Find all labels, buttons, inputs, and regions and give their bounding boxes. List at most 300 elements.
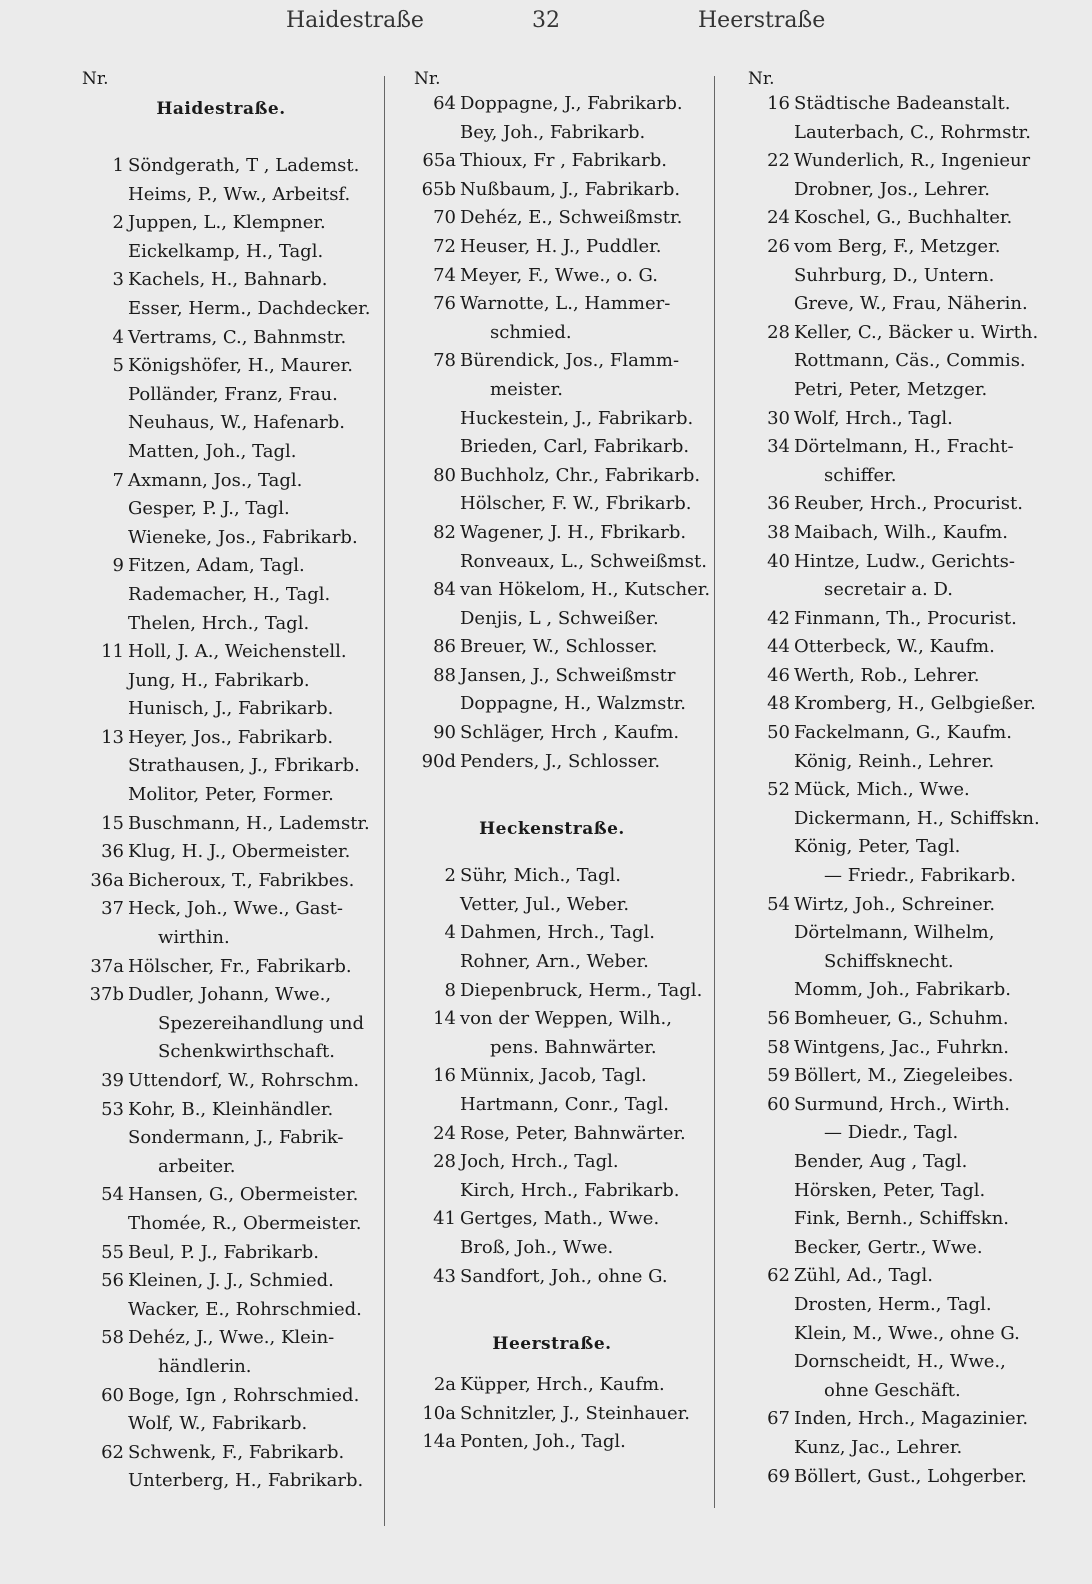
entry-list [726,90,1046,1491]
resident-text: Dahmen, Hrch., Tagl. [460,922,655,944]
resident-text: von der Weppen, Wilh., [460,1008,672,1030]
house-number: 37b [89,984,124,1006]
resident-text: Bender, Aug , Tagl. [794,1150,968,1172]
directory-entry [60,1296,382,1325]
resident-text: Dornscheidt, H., Wwe., [794,1351,1006,1373]
directory-entry [60,238,382,267]
house-number: 82 [433,521,456,543]
directory-entry [726,1262,1046,1291]
resident-text: — Friedr., Fabrikarb. [824,865,1016,887]
directory-entry [392,748,712,777]
resident-text: Sandfort, Joh., ohne G. [460,1265,668,1287]
house-number: 43 [433,1265,456,1287]
house-number: 69 [767,1465,790,1487]
section-title-heerstrasse: Heerstraße. [492,1334,612,1355]
directory-entry [60,1382,382,1411]
directory-entry [392,633,712,662]
resident-text: Dudler, Johann, Wwe., [128,984,332,1006]
house-number: 65b [421,178,456,200]
directory-entry [726,462,1046,491]
directory-entry [60,724,382,753]
house-number: 1 [112,155,124,176]
resident-text: Surmund, Hrch., Wirth. [794,1093,1010,1115]
directory-entry [392,891,712,920]
resident-text: Heims, P., Ww., Arbeitsf. [128,183,351,205]
house-number: 9 [112,555,124,577]
directory-entry [726,748,1046,777]
directory-entry [60,667,382,696]
house-number: 16 [767,93,790,114]
house-number: 52 [767,779,790,801]
resident-text: Wieneke, Jos., Fabrikarb. [128,526,358,548]
house-number: 30 [767,407,790,429]
directory-entry [392,690,712,719]
directory-entry [60,953,382,982]
directory-entry [392,1034,712,1063]
directory-entry [60,838,382,867]
directory-entry [726,1463,1046,1492]
resident-text: Dörtelmann, H., Fracht- [794,436,1014,458]
directory-entry [726,490,1046,519]
resident-text: König, Reinh., Lehrer. [794,750,995,772]
resident-text: Dehéz, E., Schweißmstr. [460,207,683,229]
directory-entry [60,438,382,467]
column-3 [726,68,1046,1491]
house-number: 14a [422,1431,456,1453]
resident-text: Buchholz, Chr., Fabrikarb. [460,464,701,486]
nr-label: Nr. [414,69,441,89]
house-number: 42 [767,607,790,629]
directory-entry [60,1010,382,1039]
house-number: 8 [444,979,456,1001]
house-number: 36 [767,493,790,515]
directory-entry [60,924,382,953]
house-number: 54 [767,893,790,915]
directory-entry [392,319,712,348]
directory-entry [392,147,712,176]
directory-entry [726,805,1046,834]
resident-text: Rose, Peter, Bahnwärter. [460,1122,686,1144]
house-number: 72 [433,235,456,257]
resident-text: König, Peter, Tagl. [794,836,961,858]
directory-entry [60,1096,382,1125]
resident-text: Beul, P. J., Fabrikarb. [128,1241,319,1263]
resident-text: Hölscher, Fr., Fabrikarb. [128,955,352,977]
resident-text: Rademacher, H., Tagl. [128,583,331,605]
directory-entry [726,1005,1046,1034]
resident-text: Neuhaus, W., Hafenarb. [128,412,346,434]
directory-entry [392,1062,712,1091]
resident-text: Warnotte, L., Hammer- [460,293,671,315]
directory-entry [726,1148,1046,1177]
resident-text: Königshöfer, H., Maurer. [128,355,353,377]
spacer [60,126,382,152]
resident-text: Juppen, L., Klempner. [128,212,326,234]
resident-text: Meyer, F., Wwe., o. G. [460,264,658,286]
resident-text: Koschel, G., Buchhalter. [794,207,1013,229]
resident-text: Münnix, Jacob, Tagl. [460,1065,647,1087]
directory-entry [60,1239,382,1268]
house-number: 37a [90,955,124,977]
resident-text: Jansen, J., Schweißmstr [460,664,676,686]
directory-entry [60,1038,382,1067]
resident-text: Mück, Mich., Wwe. [794,779,970,801]
resident-text: Klein, M., Wwe., ohne G. [794,1322,1020,1344]
resident-text: Hunisch, J., Fabrikarb. [128,698,334,720]
resident-text: Bicheroux, T., Fabrikbes. [128,869,355,891]
directory-entry [392,262,712,291]
directory-entry [60,1324,382,1353]
section-title-heckenstrasse: Heckenstraße. [479,819,625,840]
resident-text: Reuber, Hrch., Procurist. [794,493,1023,515]
directory-entry [726,690,1046,719]
resident-text: Küpper, Hrch., Kaufm. [460,1374,665,1396]
directory-entry [60,152,382,181]
resident-text: Böllert, Gust., Lohgerber. [794,1465,1027,1487]
directory-entry [726,233,1046,262]
directory-entry [60,324,382,353]
house-number: 46 [767,664,790,686]
resident-text: Axmann, Jos., Tagl. [128,469,303,491]
directory-entry [392,662,712,691]
header-right-street: Heerstraße [698,8,826,33]
house-number: 38 [767,521,790,543]
directory-entry [726,633,1046,662]
directory-entry [60,495,382,524]
resident-text: Wolf, W., Fabrikarb. [128,1413,308,1435]
resident-text: Polländer, Franz, Frau. [128,383,338,405]
house-number: 16 [433,1065,456,1087]
resident-text: Thioux, Fr , Fabrikarb. [460,150,668,172]
house-number: 67 [767,1408,790,1430]
section-title-haidestrasse: Haidestraße. [156,99,286,119]
directory-entry [726,605,1046,634]
house-number: 14 [433,1008,456,1030]
house-number: 4 [112,326,124,348]
directory-entry [392,462,712,491]
resident-text: Werth, Rob., Lehrer. [794,664,980,686]
directory-entry [392,204,712,233]
resident-text: Greve, W., Frau, Näherin. [794,293,1028,315]
house-number: 36a [90,869,124,891]
directory-entry [392,548,712,577]
directory-entry [60,352,382,381]
directory-entry [726,204,1046,233]
resident-text: ohne Geschäft. [824,1379,961,1401]
directory-entry [726,1405,1046,1434]
house-number: 40 [767,550,790,572]
resident-text: Dickermann, H., Schiffskn. [794,807,1040,829]
directory-entry [60,867,382,896]
directory-entry [392,90,712,119]
resident-text: Denjis, L , Schweißer. [460,607,659,629]
directory-entry [392,233,712,262]
resident-text: Jung, H., Fabrikarb. [128,669,310,691]
directory-entry [392,1263,712,1292]
directory-entry [392,576,712,605]
directory-entry [60,810,382,839]
directory-entry [60,1410,382,1439]
resident-text: Gesper, P. J., Tagl. [128,498,290,520]
directory-entry [726,433,1046,462]
house-number: 90 [433,722,456,744]
house-number: 44 [767,636,790,658]
house-number: 84 [433,579,456,601]
house-number: 55 [101,1241,124,1263]
directory-entry [726,376,1046,405]
directory-entry [726,1377,1046,1406]
resident-text: Hörsken, Peter, Tagl. [794,1179,986,1201]
house-number: 60 [101,1384,124,1406]
directory-entry [726,290,1046,319]
resident-text: Eickelkamp, H., Tagl. [128,240,324,262]
house-number: 39 [101,1070,124,1091]
resident-text: Städtische Badeanstalt. [794,93,1011,114]
resident-text: Keller, C., Bäcker u. Wirth. [794,321,1039,343]
resident-text: Wintgens, Jac., Fuhrkn. [794,1036,1009,1058]
directory-entry [726,176,1046,205]
resident-text: Momm, Joh., Fabrikarb. [794,979,1012,1001]
resident-text: Sühr, Mich., Tagl. [460,865,621,887]
resident-text: Zühl, Ad., Tagl. [794,1265,933,1287]
resident-text: Kleinen, J. J., Schmied. [128,1270,334,1292]
resident-text: Wagener, J. H., Fbrikarb. [460,521,687,543]
directory-entry [392,347,712,376]
resident-text: Klug, H. J., Obermeister. [128,841,351,863]
resident-text: Heuser, H. J., Puddler. [460,235,662,257]
directory-entry [60,781,382,810]
resident-text: Hartmann, Conr., Tagl. [460,1094,670,1115]
resident-text: Unterberg, H., Fabrikarb. [128,1470,364,1492]
resident-text: Otterbeck, W., Kaufm. [794,636,995,658]
resident-text: Rohner, Arn., Weber. [460,951,649,973]
resident-text: Drosten, Herm., Tagl. [794,1293,992,1315]
house-number: 7 [112,469,124,491]
directory-entry [60,981,382,1010]
directory-entry [60,1210,382,1239]
resident-text: Kachels, H., Bahnarb. [128,269,328,291]
resident-text: Söndgerath, T , Lademst. [128,155,360,176]
directory-entry [726,1434,1046,1463]
house-number: 58 [767,1036,790,1058]
directory-entry [60,381,382,410]
resident-text: Doppagne, H., Walzmstr. [460,693,686,715]
directory-entry [60,1124,382,1153]
spacer [392,1291,712,1327]
house-number: 64 [433,93,456,114]
house-number: 37 [101,898,124,920]
resident-text: Petri, Peter, Metzger. [794,378,988,400]
resident-text: Bomheuer, G., Schuhm. [794,1008,1009,1029]
resident-text: pens. Bahnwärter. [490,1036,657,1058]
house-number: 2 [444,865,456,887]
directory-entry [726,1291,1046,1320]
entry-list [392,1371,712,1457]
house-number: 88 [433,664,456,686]
directory-entry [726,548,1046,577]
directory-entry [60,409,382,438]
resident-text: Sondermann, J., Fabrik- [128,1127,344,1149]
resident-text: Schläger, Hrch , Kaufm. [460,722,680,744]
column-divider [714,76,715,1508]
house-number: 4 [444,922,456,944]
resident-text: Molitor, Peter, Former. [128,784,334,806]
house-number: 78 [433,350,456,372]
resident-text: Boge, Ign , Rohrschmied. [128,1384,360,1406]
resident-text: Schnitzler, J., Steinhauer. [460,1402,691,1424]
directory-entry [60,610,382,639]
spacer [392,1361,712,1371]
house-number: 50 [767,722,790,744]
directory-entry [392,490,712,519]
resident-text: Finmann, Th., Procurist. [794,607,1017,629]
resident-text: secretair a. D. [824,579,953,601]
house-number: 62 [101,1441,124,1463]
directory-entry [726,776,1046,805]
resident-text: Joch, Hrch., Tagl. [460,1151,619,1173]
directory-entry [726,347,1046,376]
directory-entry [726,119,1046,148]
resident-text: Broß, Joh., Wwe. [460,1236,614,1258]
directory-entry [392,1177,712,1206]
column-divider [384,76,385,1526]
resident-text: Lauterbach, C., Rohrmstr. [794,121,1031,143]
resident-text: — Diedr., Tagl. [824,1122,959,1144]
house-number: 86 [433,636,456,658]
directory-entry [60,467,382,496]
house-number: 11 [101,641,124,663]
directory-entry [726,405,1046,434]
directory-entry [726,1119,1046,1148]
directory-entry [392,1371,712,1400]
directory-entry [60,181,382,210]
resident-text: Hintze, Ludw., Gerichts- [794,550,1015,572]
directory-entry [726,1034,1046,1063]
directory-entry [60,581,382,610]
entry-list [60,152,382,1496]
resident-text: Holl, J. A., Weichenstell. [128,641,347,663]
directory-entry [392,119,712,148]
house-number: 74 [433,264,456,286]
resident-text: Uttendorf, W., Rohrschm. [128,1070,360,1091]
directory-entry [726,1091,1046,1120]
house-number: 56 [767,1008,790,1029]
directory-entry [60,895,382,924]
house-number: 28 [433,1151,456,1173]
resident-text: Thelen, Hrch., Tagl. [128,612,310,634]
directory-entry [392,519,712,548]
house-number: 54 [101,1184,124,1206]
resident-text: Nußbaum, J., Fabrikarb. [460,178,681,200]
directory-entry [726,262,1046,291]
directory-entry [60,1267,382,1296]
resident-text: Drobner, Jos., Lehrer. [794,178,990,200]
resident-text: Dörtelmann, Wilhelm, [794,922,995,944]
resident-text: Maibach, Wilh., Kaufm. [794,521,1008,543]
resident-text: Esser, Herm., Dachdecker. [128,297,371,319]
house-number: 58 [101,1327,124,1349]
directory-entry [392,1120,712,1149]
directory-entry [726,1320,1046,1349]
directory-entry [60,638,382,667]
directory-entry [726,1234,1046,1263]
house-number: 2a [433,1374,456,1396]
resident-text: Suhrburg, D., Untern. [794,264,995,286]
directory-entry [392,1148,712,1177]
resident-text: Hölscher, F. W., Fbrikarb. [460,493,692,515]
resident-text: Wolf, Hrch., Tagl. [794,407,953,429]
house-number: 24 [433,1122,456,1144]
directory-entry [60,1467,382,1496]
resident-text: händlerin. [158,1355,252,1377]
house-number: 2 [112,212,124,234]
resident-text: Ronveaux, L., Schweißmst. [460,550,707,572]
directory-entry [726,147,1046,176]
directory-entry [60,1353,382,1382]
resident-text: van Hökelom, H., Kutscher. [460,579,711,601]
directory-entry [60,209,382,238]
entry-list [392,90,712,776]
resident-text: Wunderlich, R., Ingenieur [794,150,1031,172]
running-head [0,8,1092,42]
directory-entry [60,1067,382,1096]
resident-text: Ponten, Joh., Tagl. [460,1431,626,1453]
directory-entry [60,266,382,295]
resident-text: Spezereihandlung und [158,1012,364,1034]
directory-entry [392,433,712,462]
house-number: 76 [433,293,456,315]
header-left-street: Haidestraße [286,8,424,33]
resident-text: meister. [490,378,563,400]
house-number: 53 [101,1098,124,1120]
house-number: 59 [767,1065,790,1087]
directory-entry [60,695,382,724]
directory-entry [392,1091,712,1120]
resident-text: Buschmann, H., Lademstr. [128,812,370,834]
directory-entry [726,662,1046,691]
house-number: 22 [767,150,790,172]
resident-text: Rottmann, Cäs., Commis. [794,350,1026,372]
house-number: 36 [101,841,124,863]
house-number: 26 [767,235,790,257]
directory-entry [726,90,1046,119]
resident-text: Bürendick, Jos., Flamm- [460,350,680,372]
house-number: 65a [422,150,456,172]
resident-text: vom Berg, F., Metzger. [794,235,1001,257]
column-2 [392,68,712,1457]
resident-text: Wacker, E., Rohrschmied. [128,1298,362,1320]
resident-text: Schenkwirthschaft. [158,1041,336,1063]
directory-entry [392,290,712,319]
resident-text: arbeiter. [158,1155,236,1177]
directory-entry [726,1062,1046,1091]
resident-text: schmied. [490,321,572,343]
directory-entry [60,1439,382,1468]
house-number: 13 [101,726,124,748]
directory-entry [60,552,382,581]
directory-entry [60,1181,382,1210]
resident-text: Fitzen, Adam, Tagl. [128,555,305,577]
directory-entry [392,948,712,977]
resident-text: Brieden, Carl, Fabrikarb. [460,436,690,458]
nr-label: Nr. [748,69,775,89]
directory-entry [726,862,1046,891]
directory-entry [726,319,1046,348]
resident-text: Schiffsknecht. [824,950,954,972]
house-number: 80 [433,464,456,486]
house-number: 15 [101,812,124,834]
resident-text: schiffer. [824,464,897,486]
